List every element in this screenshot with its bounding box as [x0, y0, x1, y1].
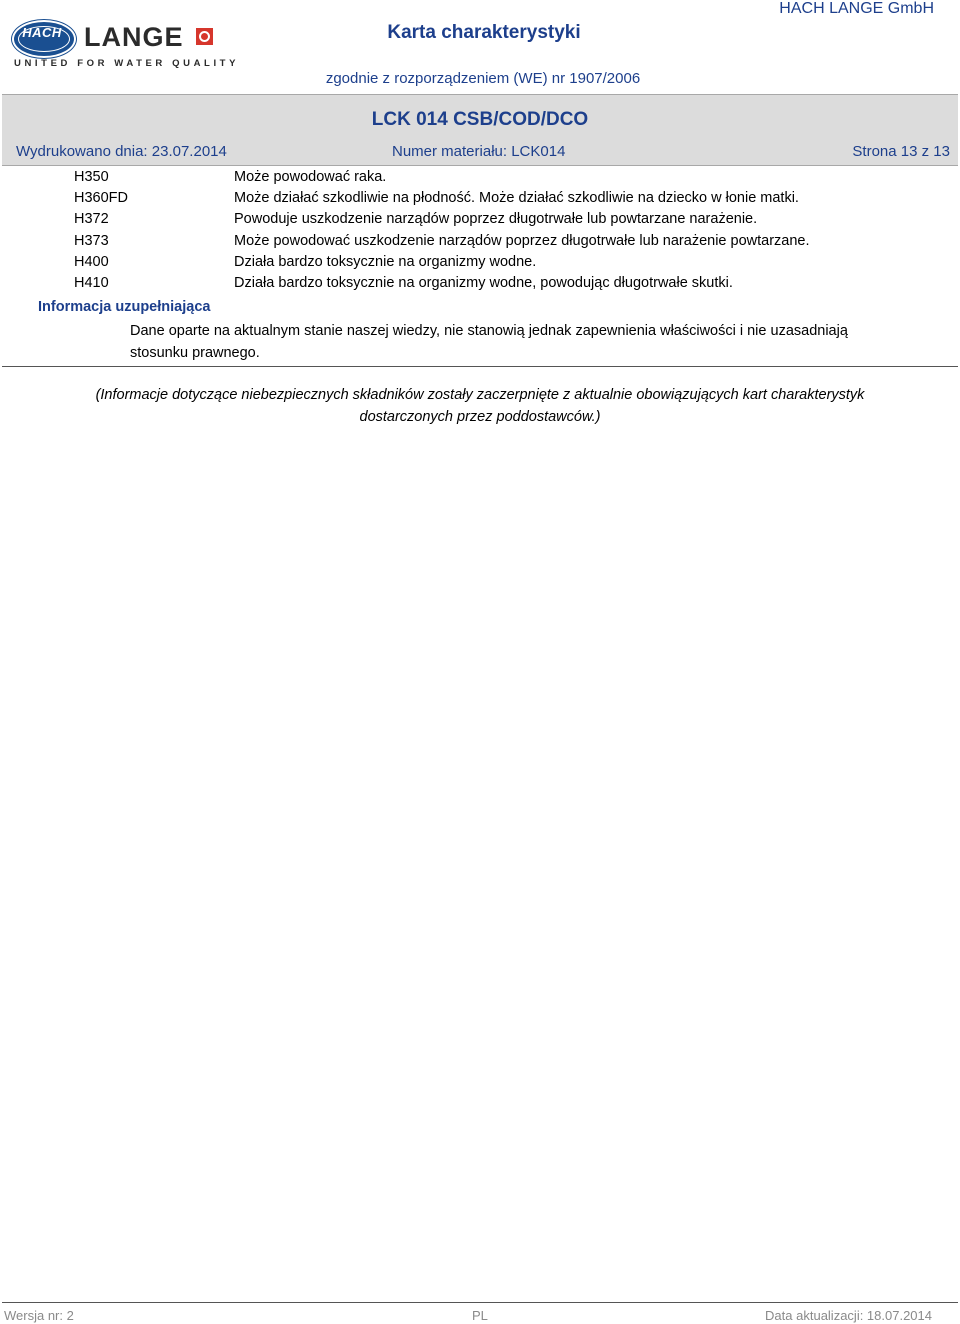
hazard-code: H400	[74, 253, 109, 270]
hazard-statement-row	[0, 252, 960, 273]
regulation-reference: zgodnie z rozporządzeniem (WE) nr 1907/2006	[325, 70, 641, 87]
hazard-statement-row	[0, 167, 960, 188]
print-date: Wydrukowano dnia: 23.07.2014	[16, 143, 227, 160]
page-number: Strona 13 z 13	[852, 143, 950, 160]
footer-language: PL	[472, 1308, 488, 1323]
hazard-text: Może powodować uszkodzenie narządów poprzez długotrwałe lub narażenie powtarzane.	[234, 232, 810, 249]
hazard-text: Działa bardzo toksycznie na organizmy wodne.	[234, 253, 537, 270]
material-number: Numer materiału: LCK014	[392, 143, 566, 160]
lange-mark-icon	[196, 28, 213, 45]
hazard-statement-row	[0, 209, 960, 230]
hazard-statement-row	[0, 188, 960, 209]
hazard-text: Działa bardzo toksycznie na organizmy wodne, powodując długotrwałe skutki.	[234, 274, 733, 291]
section-divider	[2, 366, 958, 367]
additional-info-text: Dane oparte na aktualnym stanie naszej wiedzy, nie stanowią jednak zapewnienia właściwości i nie uzasadniają stosunku prawnego.	[130, 323, 848, 361]
header-band	[2, 94, 958, 166]
hazard-text: Powoduje uszkodzenie narządów poprzez długotrwałe lub powtarzane narażenie.	[234, 211, 758, 228]
hazard-text: Może powodować raka.	[234, 169, 387, 185]
logo-hach-text: HACH	[22, 25, 62, 40]
hazard-code: H372	[74, 211, 109, 228]
footer-update-date: Data aktualizacji: 18.07.2014	[765, 1308, 932, 1323]
hazard-statement-list	[0, 167, 960, 294]
logo-tagline: UNITED FOR WATER QUALITY	[14, 58, 240, 69]
hazard-code: H410	[74, 274, 109, 291]
hach-lange-logo	[10, 16, 240, 72]
company-name: HACH LANGE GmbH	[779, 0, 934, 17]
hazard-statement-row	[0, 273, 960, 294]
hazard-statement-row	[0, 231, 960, 252]
hazard-code: H373	[74, 232, 109, 249]
additional-info-heading: Informacja uzupełniająca	[38, 299, 211, 315]
product-name: LCK 014 CSB/COD/DCO	[371, 109, 589, 130]
footer-version: Wersja nr: 2	[4, 1308, 74, 1323]
hazard-code: H360FD	[74, 190, 128, 207]
footer-divider	[2, 1302, 958, 1303]
hazard-code: H350	[74, 169, 109, 185]
hazard-text: Może działać szkodliwie na płodność. Może działać szkodliwie na dziecko w łonie matki.	[234, 190, 799, 207]
document-title: Karta charakterystyki	[387, 22, 581, 43]
logo-lange-text: LANGE	[84, 22, 184, 52]
supplier-note: (Informacje dotyczące niebezpiecznych składników zostały zaczerpnięte z aktualnie obowiązujących kart charakterystyk dostarczonych przez poddostawców.)	[95, 387, 865, 425]
